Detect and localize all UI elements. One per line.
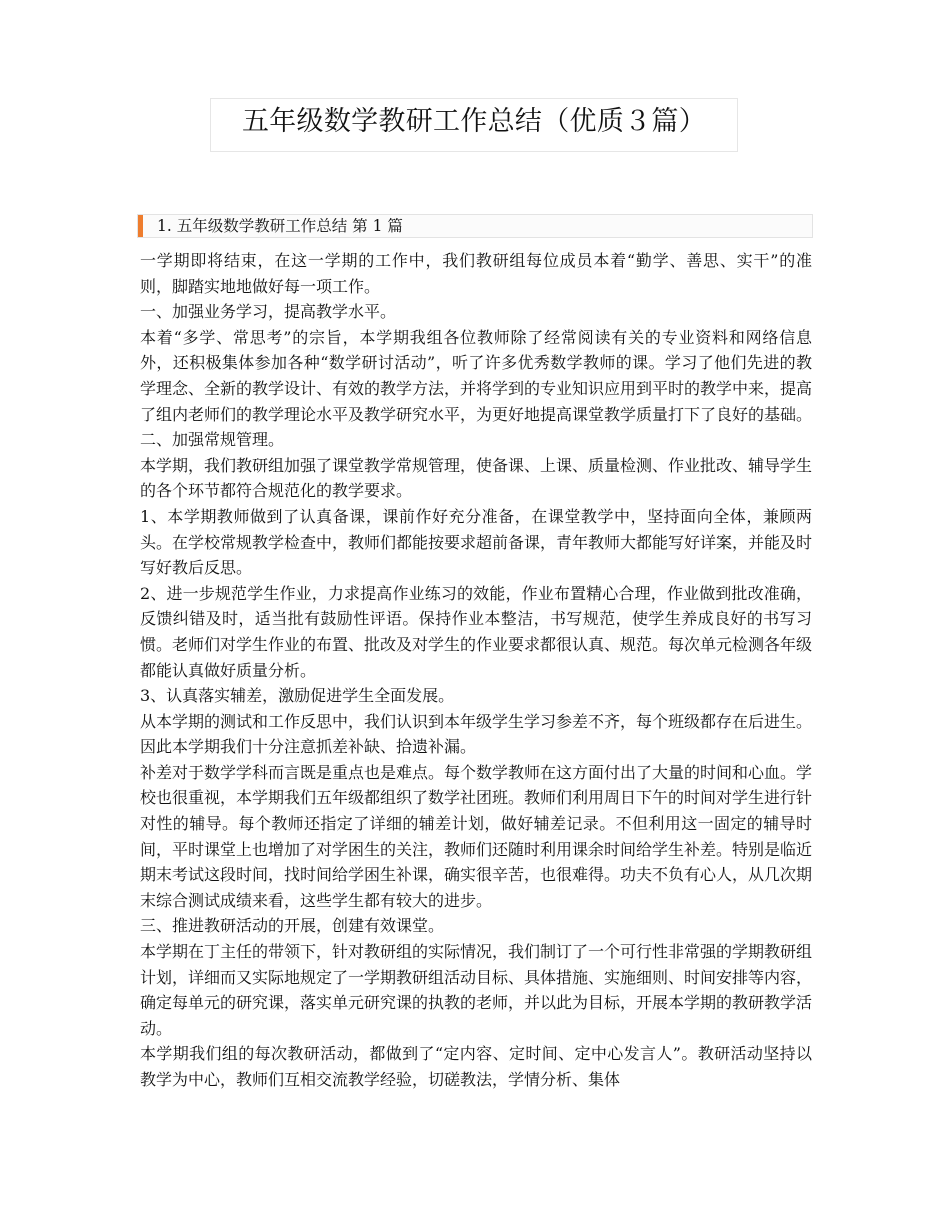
paragraph: 本学期在丁主任的带领下，针对教研组的实际情况，我们制订了一个可行性非常强的学期教研组计划，详细而又实际地规定了一学期教研组活动目标、具体措施、实施细则、时间安排等内容，确定每单元的研究课，落实单元研究课的执教的老师，并以此为目标，开展本学期的教研教学活动。 xyxy=(140,942,813,1038)
subheading: 3、认真落实辅差，激励促进学生全面发展。 xyxy=(140,686,455,706)
document-body xyxy=(140,248,812,1093)
subheading: 三、推进教研活动的开展，创建有效课堂。 xyxy=(140,916,445,936)
section-heading-box xyxy=(137,214,813,238)
subheading: 一、加强业务学习，提高教学水平。 xyxy=(140,302,397,322)
paragraph: 2、进一步规范学生作业，力求提高作业练习的效能，作业布置精心合理，作业做到批改准确，反馈纠错及时，适当批有鼓励性评语。保持作业本整洁，书写规范，使学生养成良好的书写习惯。老师们对学生作业的布置、批改及对学生的作业要求都很认真、规范。每次单元检测各年级都能认真做好质量分析。 xyxy=(140,583,813,680)
paragraph: 本学期我们组的每次教研活动，都做到了“定内容、定时间、定中心发言人”。教研活动坚持以教学为中心，教师们互相交流教学经验，切磋教法，学情分析、集体 xyxy=(140,1044,812,1089)
document-title-box xyxy=(210,98,738,152)
section-accent-bar xyxy=(138,215,143,237)
paragraph: 从本学期的测试和工作反思中，我们认识到本年级学生学习参差不齐，每个班级都存在后进生。因此本学期我们十分注意抓差补缺、拾遗补漏。 xyxy=(140,711,813,757)
paragraph: 一学期即将结束，在这一学期的工作中，我们教研组每位成员本着“勤学、善思、实干”的准则，脚踏实地地做好每一项工作。 xyxy=(140,251,812,296)
section-heading: 1. 五年级数学教研工作总结 第 1 篇 xyxy=(157,217,403,235)
subheading: 二、加强常规管理。 xyxy=(140,430,285,450)
paragraph: 补差对于数学学科而言既是重点也是难点。每个数学教师在这方面付出了大量的时间和心血。学校也很重视，本学期我们五年级都组织了数学社团班。教师们利用周日下午的时间对学生进行针对性的辅导。每个教师还指定了详细的辅差计划，做好辅差记录。不但利用这一固定的辅导时间，平时课堂上也增加了对学困生的关注，教师们还随时利用课余时间给学生补差。特别是临近期末考试这段时间，找时间给学困生补课，确实很辛苦，也很难得。功夫不负有心人，从几次期末综合测试成绩来看，这些学生都有较大的进步。 xyxy=(140,762,813,910)
document-title: 五年级数学教研工作总结（优质３篇） xyxy=(241,106,707,137)
paragraph: 本着“多学、常思考”的宗旨，本学期我组各位教师除了经常阅读有关的专业资料和网络信息外，还积极集体参加各种“数学研讨活动”，听了许多优秀数学教师的课。学习了他们先进的教学理念、全新的教学设计、有效的教学方法，并将学到的专业知识应用到平时的教学中来，提高了组内老师们的教学理论水平及教学研究水平，为更好地提高课堂教学质量打下了良好的基础。 xyxy=(140,327,813,424)
paragraph: 本学期，我们教研组加强了课堂教学常规管理，使备课、上课、质量检测、作业批改、辅导学生的各个环节都符合规范化的教学要求。 xyxy=(140,455,813,501)
paragraph: 1、本学期教师做到了认真备课，课前作好充分准备，在课堂教学中，坚持面向全体，兼顾两头。在学校常规教学检查中，教师们都能按要求超前备课，青年教师大都能写好详案，并能及时写好教后反思。 xyxy=(140,506,813,578)
